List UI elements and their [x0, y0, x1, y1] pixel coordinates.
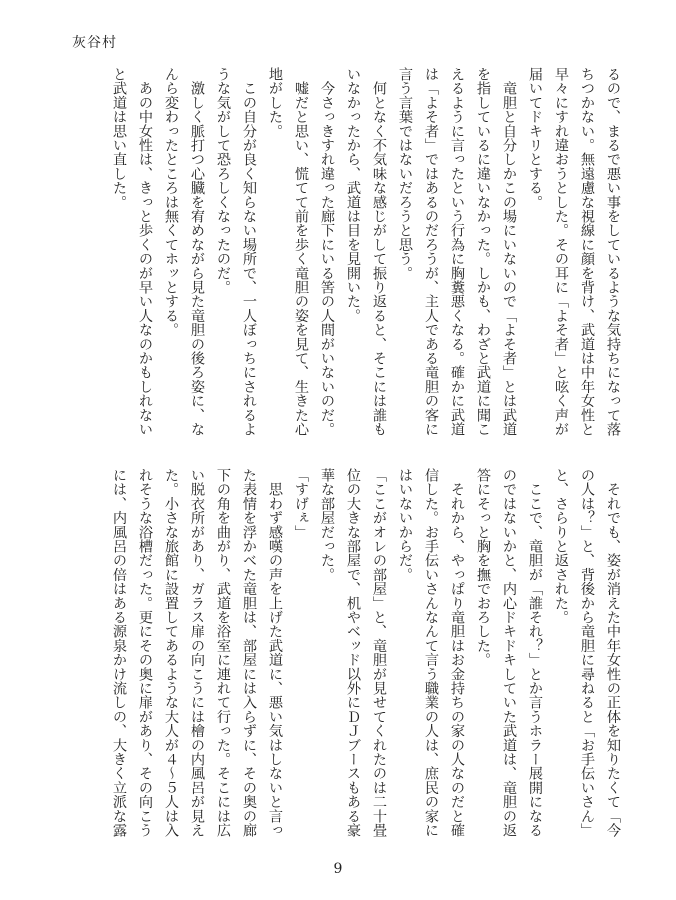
text-line: 「ここがオレの部屋」と、竜胆が見せてくれたのは二十畳: [371, 468, 387, 838]
text-line: ちつかない。無遠慮な視線に顔を背け、武道は中年女性と: [579, 67, 595, 437]
text-line: のではないかと、内心ドキドキしていた武道は、竜胆の返: [501, 468, 517, 838]
text-line: 今さっきすれ違った廊下にいる筈の人間がいないのだ。: [319, 67, 335, 437]
text-line: 下の角を曲がり、武道を浴室に連れて行った。そこには広: [215, 468, 231, 838]
text-line: んら変わったところは無くてホッとする。: [163, 67, 179, 337]
text-line: と武道は思い直した。: [111, 67, 127, 209]
text-line: 何となく不気味な感じがして振り返ると、そこには誰も: [371, 67, 387, 437]
text-line: 位の大きな部屋で、机やベッド以外にＤＪブースもある豪: [345, 468, 361, 838]
text-line: この自分が良く知らない場所で、一人ぼっちにされるよ: [241, 67, 257, 437]
text-line: はいないからだ。: [397, 468, 413, 582]
text-line: は「よそ者」ではあるのだろうが、主人である竜胆の客に: [423, 67, 439, 437]
text-line: た表情を浮かべた竜胆は、部屋には入らずに、その奥の廊: [241, 468, 257, 838]
text-line: れそうな浴槽だった。更にその奥に扉があり、その向こう: [137, 468, 153, 838]
page-number: 9: [333, 861, 343, 877]
lower-text-block: [80, 468, 624, 853]
book-title: 灰谷村: [72, 35, 117, 51]
text-line: 華な部屋だった。: [319, 468, 335, 582]
text-line: いなかったから、武道は目を見開いた。: [345, 67, 361, 323]
text-line: ここで、竜胆が「誰それ？」とか言うホラー展開になる: [527, 468, 543, 838]
text-line: には、内風呂の倍はある源泉かけ流しの、大きく立派な露: [111, 468, 127, 838]
text-line: 信した。お手伝いさんなんて言う職業の人は、庶民の家に: [423, 468, 439, 838]
text-line: 答にそっと胸を撫でおろした。: [475, 468, 491, 667]
text-line: るので、まるで悪い事をしているような気持ちになって落: [605, 67, 621, 437]
text-line: 届いてドキリとする。: [527, 67, 543, 209]
text-line: 竜胆と自分しかこの場にいないので「よそ者」とは武道: [501, 67, 517, 437]
upper-text-block: [80, 67, 624, 447]
text-line: 嘘だと思い、慌てて前を歩く竜胆の姿を見て、生きた心: [293, 67, 309, 437]
text-line: 早々にすれ違おうとした。その耳に「よそ者」と呟く声が: [553, 67, 569, 437]
text-line: それから、やっぱり竜胆はお金持ちの家の人なのだと確: [449, 468, 465, 838]
text-line: と、さらりと返された。: [553, 468, 569, 625]
text-line: 激しく脈打つ心臓を宥めながら見た竜胆の後ろ姿に、な: [189, 67, 205, 437]
text-line: た。小さな旅館に設置してあるような大人が４～５人は入: [163, 468, 179, 838]
text-line: 思わず感嘆の声を上げた武道に、悪い気はしないと言っ: [267, 468, 283, 838]
text-line: 言う言葉ではないだろうと思う。: [397, 67, 413, 280]
text-line: 「すげぇ」: [293, 468, 309, 539]
text-line: を指しているに違いなかった。しかも、わざと武道に聞こ: [475, 67, 491, 437]
text-line: の人は？」と、背後から竜胆に尋ねると「お手伝いさん」: [579, 468, 595, 838]
text-line: えるように言ったという行為に胸糞悪くなる。確かに武道: [449, 67, 465, 437]
text-line: い脱衣所があり、ガラス扉の向こうには檜の内風呂が見え: [189, 468, 205, 838]
text-line: 地がした。: [267, 67, 283, 138]
text-line: あの中女性は、きっと歩くのが早い人なのかもしれない: [137, 67, 153, 437]
text-line: それでも、姿が消えた中年女性の正体を知りたくて「今: [605, 468, 621, 838]
text-line: うな気がして恐ろしくなったのだ。: [215, 67, 231, 295]
